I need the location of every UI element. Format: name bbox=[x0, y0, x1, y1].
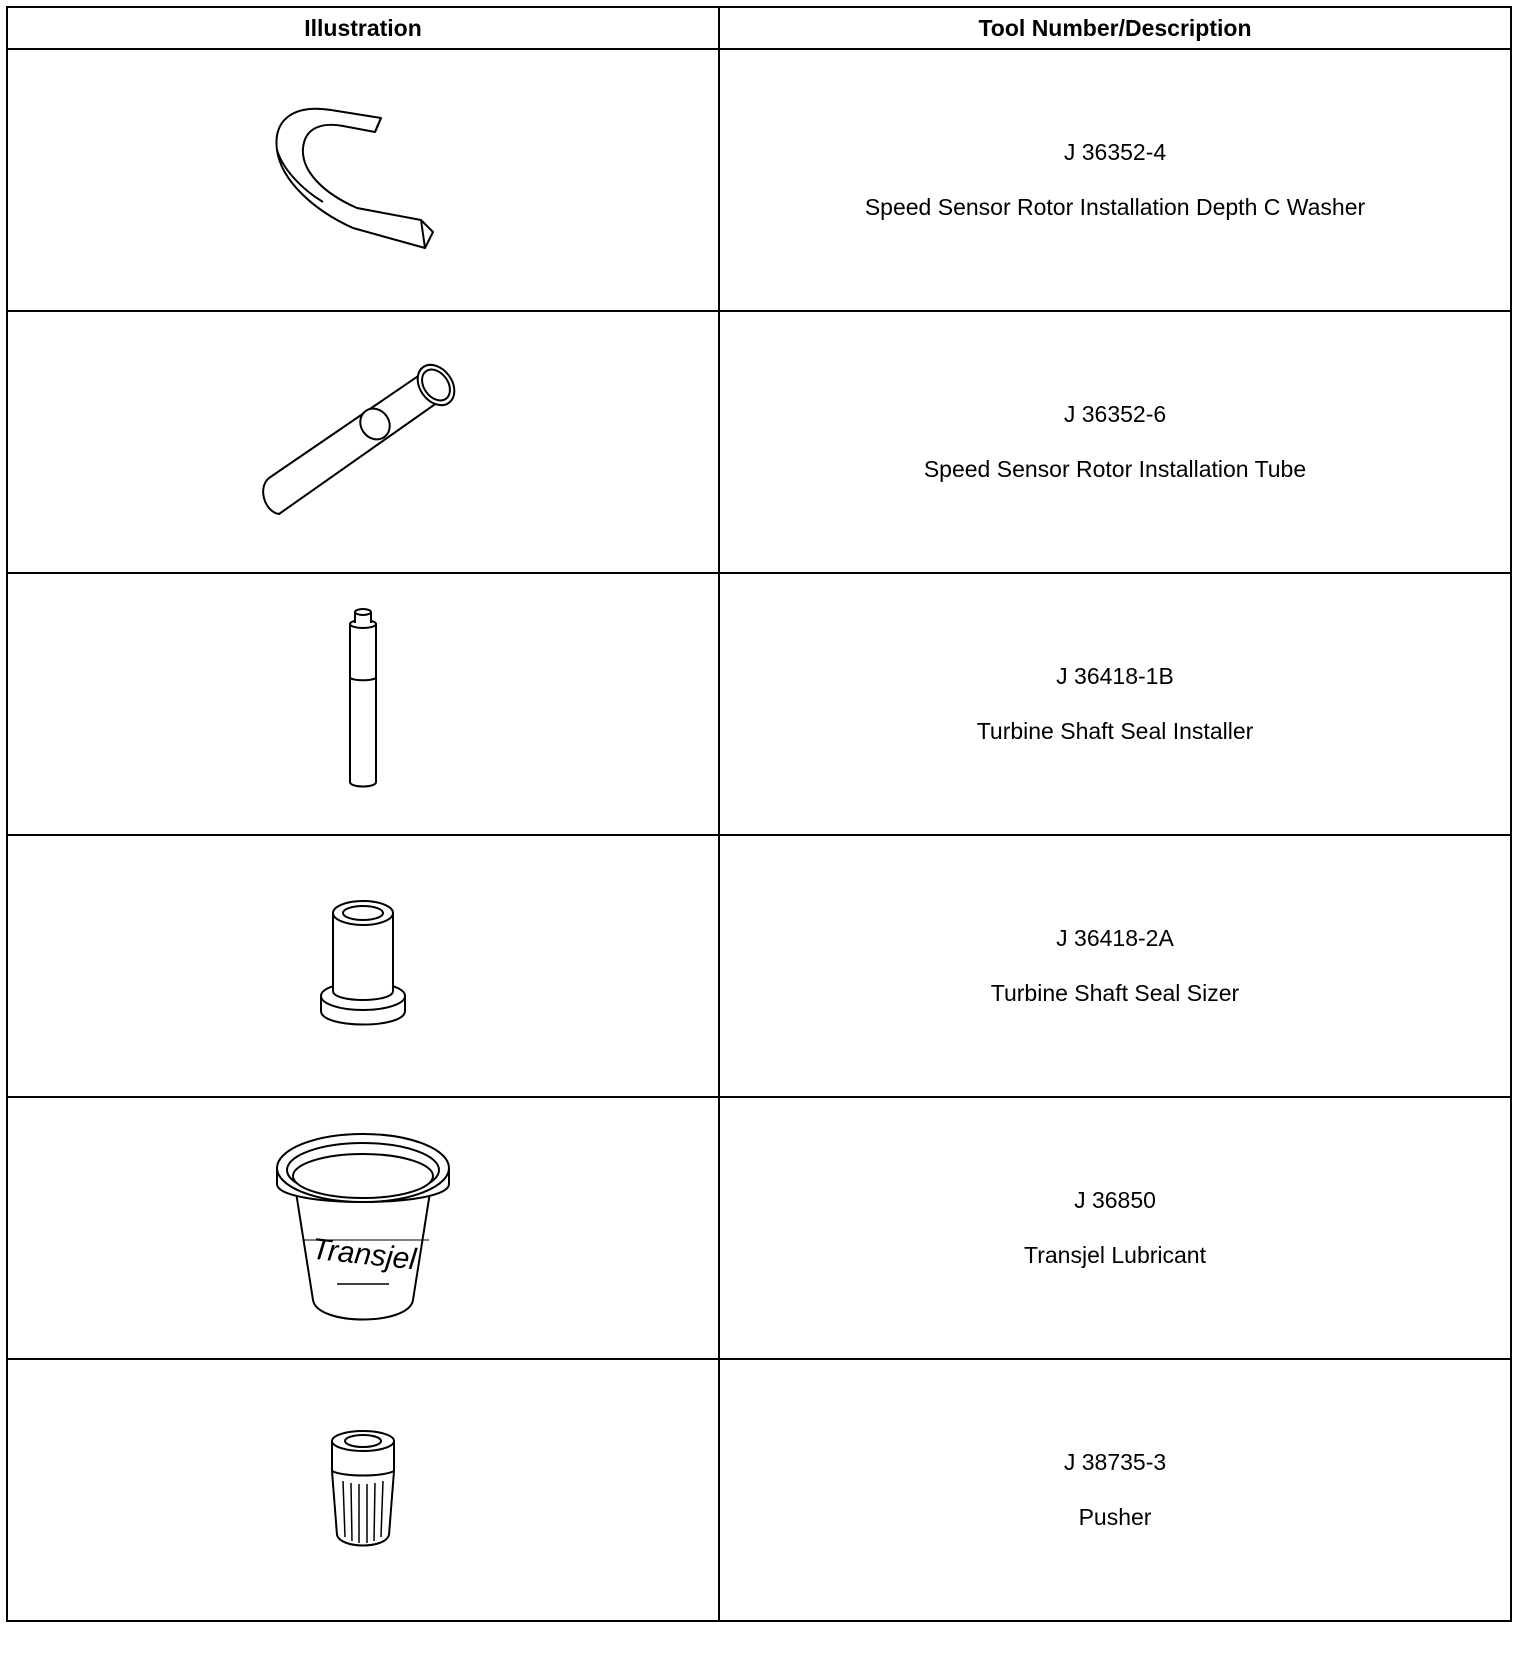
illustration-header: Illustration bbox=[7, 7, 719, 49]
installation-tube-icon bbox=[243, 352, 483, 532]
tool-description: Turbine Shaft Seal Installer bbox=[976, 718, 1254, 744]
table-row bbox=[7, 573, 1511, 835]
tool-number: J 36418-2A bbox=[1056, 925, 1174, 951]
description-cell bbox=[719, 1097, 1511, 1359]
description-header: Tool Number/Description bbox=[719, 7, 1511, 49]
description-cell bbox=[719, 311, 1511, 573]
c-washer-icon bbox=[253, 100, 473, 260]
table-row bbox=[7, 835, 1511, 1097]
description-cell bbox=[719, 835, 1511, 1097]
tool-number: J 36418-1B bbox=[1056, 663, 1174, 689]
illustration-cell bbox=[7, 835, 719, 1097]
illustration-cell bbox=[7, 573, 719, 835]
illustration-cell bbox=[7, 1359, 719, 1621]
seal-installer-rod-icon bbox=[333, 604, 393, 804]
tool-description: Speed Sensor Rotor Installation Depth C Washer bbox=[864, 194, 1366, 220]
seal-sizer-icon bbox=[313, 891, 413, 1041]
tool-number: J 38735-3 bbox=[1063, 1449, 1167, 1475]
tool-description: Speed Sensor Rotor Installation Tube bbox=[923, 456, 1307, 482]
tool-description: Turbine Shaft Seal Sizer bbox=[990, 980, 1240, 1006]
illustration-cell bbox=[7, 311, 719, 573]
table-row bbox=[7, 311, 1511, 573]
transjel-label: Transjel bbox=[310, 1232, 418, 1277]
tool-description: Transjel Lubricant bbox=[1024, 1242, 1206, 1268]
illustration-cell bbox=[7, 49, 719, 311]
header-row bbox=[7, 7, 1511, 49]
description-cell bbox=[719, 573, 1511, 835]
table-row bbox=[7, 1359, 1511, 1621]
lubricant-tub-icon bbox=[263, 1128, 463, 1328]
tool-number: J 36352-4 bbox=[1063, 139, 1167, 165]
illustration-cell bbox=[7, 1097, 719, 1359]
tool-number: J 36352-6 bbox=[1063, 401, 1167, 427]
pusher-icon bbox=[323, 1425, 403, 1555]
table-row bbox=[7, 49, 1511, 311]
description-cell bbox=[719, 1359, 1511, 1621]
table-row bbox=[7, 1097, 1511, 1359]
special-tools-table bbox=[6, 6, 1512, 1622]
description-cell bbox=[719, 49, 1511, 311]
tool-number: J 36850 bbox=[1074, 1187, 1156, 1213]
tool-description: Pusher bbox=[1078, 1504, 1152, 1530]
